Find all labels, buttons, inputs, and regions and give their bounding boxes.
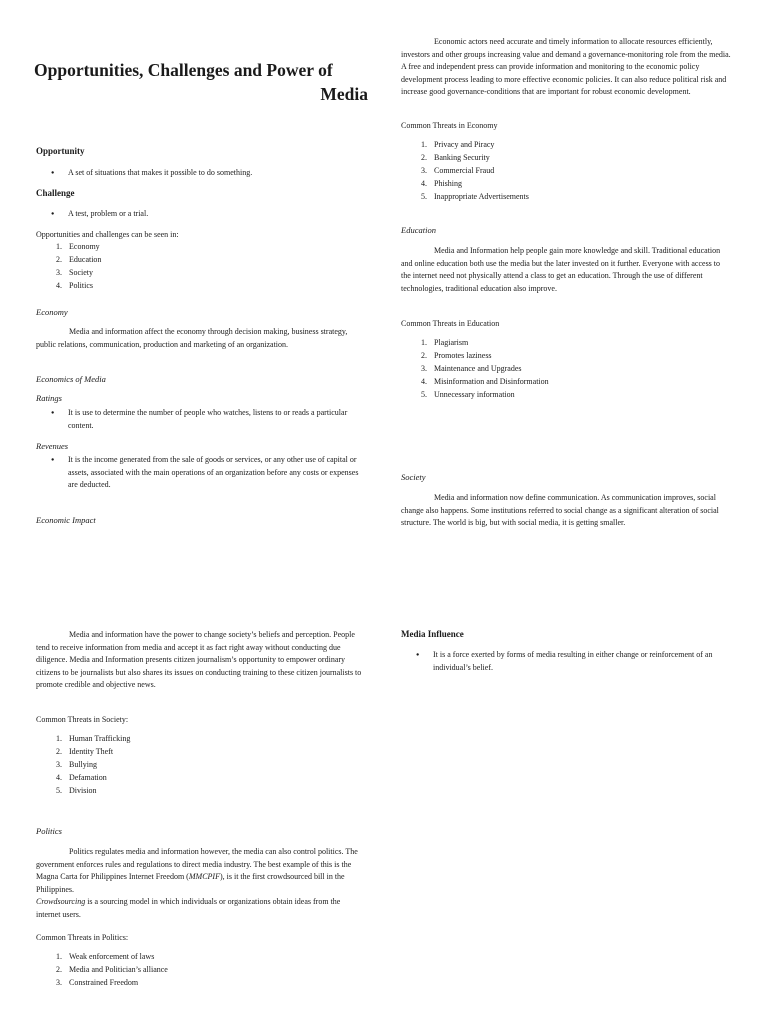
media-influence-list [401,649,731,674]
society-heading: Society [401,472,426,482]
society-threats-list [36,733,336,798]
list-item: 5. Unnecessary information [421,389,515,399]
list-item: 2. Media and Politician’s alliance [56,964,168,974]
seen-in-list [36,241,336,293]
opportunity-definition: ● A set of situations that makes it possible to do something. [36,167,366,180]
education-text: Media and Information help people gain more knowledge and skill. Traditional education and online education both use the media but the later invested on it further. Everyone with access to the internet need not physically attend a class to get an education. Through the use of different technologies, traditional education also improve. [401,246,721,293]
title-line-2: Media [320,84,368,104]
list-item: 4. Phishing [421,178,463,188]
economics-of-media-heading: Economics of Media [36,374,106,384]
ratings-definition: ● It is use to determine the number of people who watches, listens to or reads a particular content. [36,407,366,432]
economy-actors-text: Economic actors need accurate and timely information to allocate resources efficiently, investors and other groups increasing value and demand a governance-monitoring role from the media. A free and independent press can provide information and monitoring to the economic policy development process leading to more effective economic policies. It can also reduce political risk and increase good governance-conditions that are important for robust economic development. [401,37,731,97]
ratings-heading: Ratings [36,393,62,403]
opportunity-heading: Opportunity [36,146,85,156]
politics-threats-heading: Common Threats in Politics: [36,933,129,942]
opportunity-list [36,167,366,180]
economy-threats-heading: Common Threats in Economy [401,121,498,130]
list-item: 3. Society [56,267,93,277]
list-item: 5. Division [56,785,97,795]
title-line-1: Opportunities, Challenges and Power of [34,60,333,80]
seen-in-intro: Opportunities and challenges can be seen in: [36,230,179,239]
revenues-definition: ● It is the income generated from the sale of goods or services, or any other use of capital or assets, associated with the main operations of an organization before any costs or expenses are deducted. [36,454,366,492]
ratings-list [36,407,366,432]
list-item: 3. Commercial Fraud [421,165,495,175]
challenge-heading: Challenge [36,188,75,198]
list-item: 2. Education [56,254,102,264]
challenge-list [36,208,366,221]
politics-heading: Politics [36,826,62,836]
list-item: 1. Economy [56,242,100,251]
society-power-text: Media and information have the power to change society’s beliefs and perception. People tend to receive information from media and accept it as fact right away without conducting due diligence. Media and Information presents citizen journalism’s opportunity to empower ordinary citizens to be journalists but also shares its issues on conducting training to these citizen journalists to promote credible and objective news. [36,630,362,690]
list-item: 5. Inappropriate Advertisements [421,191,529,201]
education-threats-list [401,337,721,402]
revenues-list [36,454,366,492]
media-influence-definition: ● It is a force exerted by forms of media resulting in either change or reinforcement of an individual’s belief. [401,649,731,674]
list-item: 4. Misinformation and Disinformation [421,376,549,386]
education-heading: Education [401,225,436,235]
list-item: 1. Weak enforcement of laws [56,952,155,961]
media-influence-heading: Media Influence [401,629,464,639]
list-item: 4. Defamation [56,772,107,782]
list-item: 1. Plagiarism [421,338,469,347]
society-threats-heading: Common Threats in Society: [36,715,129,724]
society-text: Media and information now define communication. As communication improves, social change also happens. Some institutions referred to social change as a significant alteration of social structure. The world is big, but with social media, it is getting smaller. [401,493,719,528]
list-item: 1. Privacy and Piracy [421,140,495,149]
politics-threats-list [36,951,336,990]
page-title [34,58,368,106]
revenues-heading: Revenues [36,441,69,451]
economy-threats-list [401,139,721,204]
economy-text: Media and information affect the economy through decision making, business strategy, public relations, communication, production and marketing of an organization. [36,327,348,349]
list-item: 3. Bullying [56,759,98,769]
list-item: 4. Politics [56,280,94,290]
list-item: 2. Identity Theft [56,746,114,756]
list-item: 2. Banking Security [421,152,490,162]
education-threats-heading: Common Threats in Education [401,319,500,328]
politics-text: Politics regulates media and information however, the media can also control politics. The government enforces rules and regulations to direct media industry. The best example of this is the Magna Carta for Philippines Internet Freedom (MMCPIF), is it the first crowdsourced bill in the Philippines. Crowdsourcing is a sourcing model in which individuals or organizations obtain ideas from the internet users. [36,847,358,919]
challenge-definition: ● A test, problem or a trial. [36,208,366,221]
list-item: 3. Maintenance and Upgrades [421,363,522,373]
list-item: 1. Human Trafficking [56,734,131,743]
list-item: 2. Promotes laziness [421,350,492,360]
list-item: 3. Constrained Freedom [56,977,139,987]
economy-heading: Economy [36,307,68,317]
economic-impact-heading: Economic Impact [36,515,96,525]
